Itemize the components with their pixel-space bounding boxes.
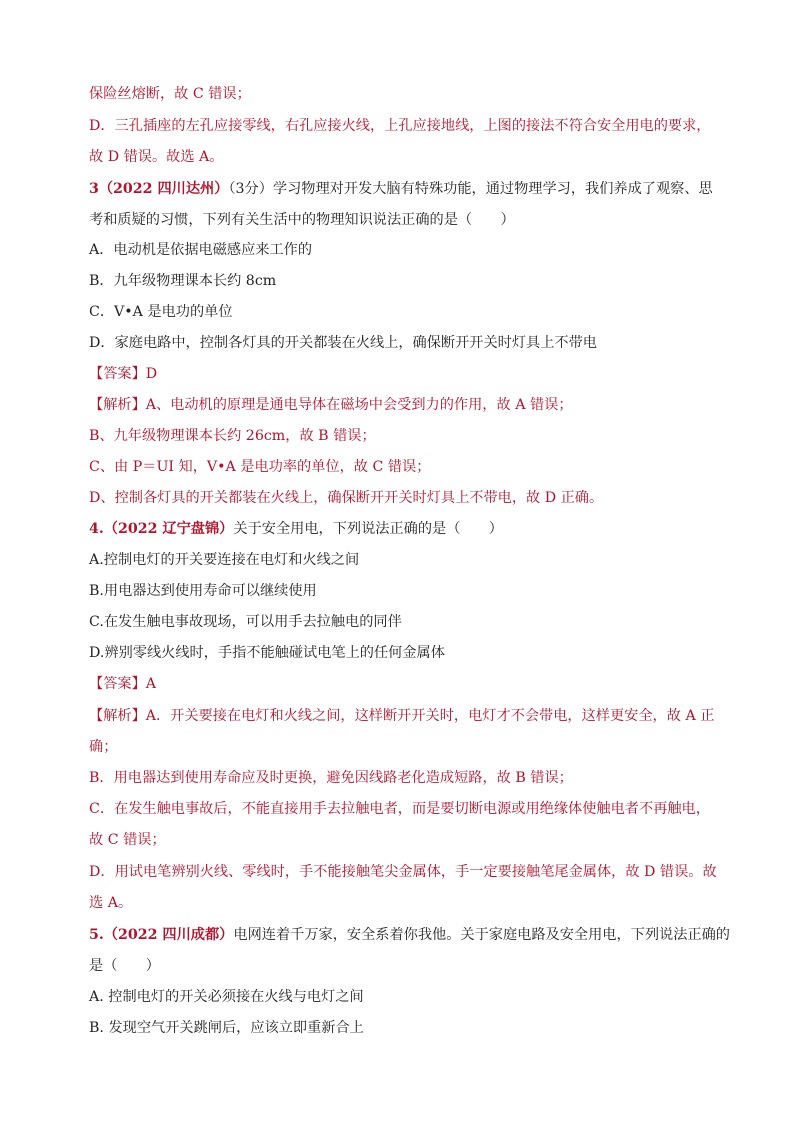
- line-text: 关于安全用电，下列说法正确的是（ ）: [233, 521, 503, 537]
- text-line: [89, 643, 445, 663]
- line-text: C.在发生触电事故现场，可以用手去拉触电的同伴: [89, 614, 402, 630]
- line-text: D.辨别零线火线时，手指不能触碰试电笔上的任何金属体: [89, 645, 445, 661]
- line-text: C、由 P＝UI 知，V•A 是电功率的单位，故 C 错误；: [89, 459, 431, 475]
- line-text: 【答案】A: [89, 676, 156, 692]
- line-text: D．三孔插座的左孔应接零线，右孔应接火线，上孔应接地线，上图的接法不符合安全用电的要求，: [89, 118, 711, 134]
- line-text: 保险丝熔断，故 C 错误；: [89, 86, 251, 102]
- line-text: D、控制各灯具的开关都装在火线上，确保断开开关时灯具上不带电，故 D 正确。: [89, 490, 604, 506]
- text-line: [89, 210, 515, 230]
- line-text: 【解析】A、电动机的原理是通电导体在磁场中会受到力的作用，故 A 错误；: [89, 397, 573, 413]
- line-text: 【解析】A．开关要接在电灯和火线之间，这样断开开关时，电灯才不会带电，这样更安全，故 A 正: [89, 708, 715, 724]
- text-line: [89, 581, 317, 601]
- line-text: 考和质疑的习惯，下列有关生活中的物理知识说法正确的是（ ）: [89, 212, 515, 228]
- text-line: [89, 956, 160, 976]
- line-text: C．在发生触电事故后，不能直接用手去拉触电者，而是要切断电源或用绝缘体使触电者不再触电，: [89, 801, 710, 817]
- line-text: 是（ ）: [89, 958, 160, 974]
- text-line: [89, 612, 402, 632]
- line-text: 故 C 错误；: [89, 832, 166, 848]
- text-line: [89, 987, 364, 1007]
- text-line: [89, 302, 233, 322]
- line-text: 【答案】D: [89, 366, 158, 382]
- line-text: B．九年级物理课本长约 8cm: [89, 273, 277, 289]
- text-line: [89, 333, 597, 353]
- line-text: 故 D 错误。故选 A。: [89, 149, 224, 165]
- text-line: [89, 830, 166, 850]
- text-line: [89, 519, 503, 539]
- text-line: [89, 550, 359, 570]
- line-text: 确；: [89, 739, 118, 755]
- text-line: [89, 925, 730, 945]
- question-source: 5.（2022 四川成都）: [89, 927, 234, 943]
- text-line: [89, 271, 276, 291]
- line-text: B．用电器达到使用寿命应及时更换，避免因线路老化造成短路，故 B 错误；: [89, 770, 573, 786]
- line-text: B.用电器达到使用寿命可以继续使用: [89, 583, 317, 599]
- line-text: 电网连着千万家，安全系着你我他。关于家庭电路及安全用电，下列说法正确的: [233, 927, 730, 943]
- text-line: [89, 395, 573, 415]
- line-text: D．用试电笔辨别火线、零线时，手不能接触笔尖金属体，手一定要接触笔尾金属体，故 D 错误。故: [89, 864, 717, 880]
- text-line: [89, 240, 312, 260]
- line-text: B. 发现空气开关跳闸后，应该立即重新合上: [89, 1020, 364, 1036]
- text-line: [89, 1018, 364, 1038]
- line-text: A. 控制电灯的开关必须接在火线与电灯之间: [89, 989, 364, 1005]
- text-line: [89, 706, 714, 726]
- line-text: 选 A。: [89, 895, 133, 911]
- text-line: [89, 364, 157, 384]
- line-text: D．家庭电路中，控制各灯具的开关都装在火线上，确保断开开关时灯具上不带电: [89, 335, 597, 351]
- text-line: [89, 116, 710, 136]
- text-line: [89, 674, 156, 694]
- text-line: [89, 737, 117, 757]
- text-line: [89, 179, 713, 199]
- text-line: [89, 893, 132, 913]
- text-line: [89, 488, 603, 508]
- text-line: [89, 768, 573, 788]
- text-line: [89, 84, 251, 104]
- question-source: 4.（2022 辽宁盘锦）: [89, 521, 234, 537]
- text-line: [89, 147, 223, 167]
- text-line: [89, 799, 710, 819]
- line-text: A.控制电灯的开关要连接在电灯和火线之间: [89, 552, 360, 568]
- question-source: 3（2022 四川达州）: [89, 181, 229, 197]
- line-text: （3分）学习物理对开发大脑有特殊功能，通过物理学习，我们养成了观察、思: [228, 181, 713, 197]
- line-text: C．V•A 是电功的单位: [89, 304, 233, 320]
- text-line: [89, 426, 376, 446]
- text-line: [89, 457, 430, 477]
- line-text: A．电动机是依据电磁感应来工作的: [89, 242, 313, 258]
- text-line: [89, 862, 717, 882]
- line-text: B、九年级物理课本长约 26cm，故 B 错误；: [89, 428, 376, 444]
